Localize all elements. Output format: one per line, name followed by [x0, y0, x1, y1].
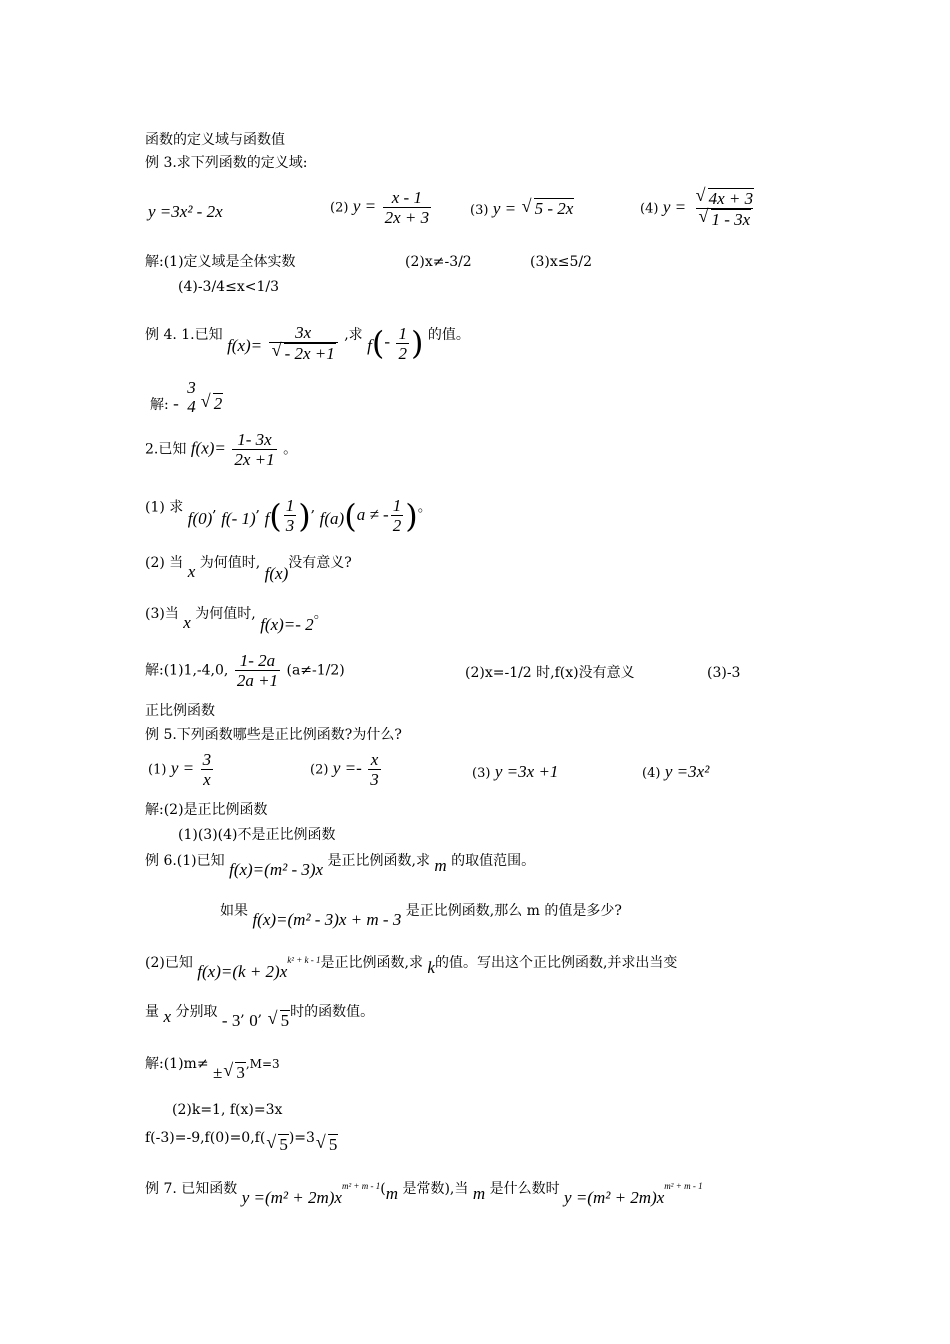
- ex6-p2-mid: 是正比例函数,求: [320, 955, 423, 971]
- ex4-q1-cond: a ≠ -: [356, 504, 389, 524]
- ex5-f1-fraction: [201, 750, 214, 789]
- ex6-sol3-radicand-2: 5: [328, 1135, 338, 1154]
- ex6-p1-m: m: [434, 856, 447, 875]
- ex7-mid3: 是什么数时: [489, 1181, 560, 1197]
- ex6-sol3-radicand: 5: [279, 1135, 288, 1154]
- ex5-formula-2: [310, 750, 383, 789]
- ex7-exp2: m² + m - 1: [664, 1181, 703, 1191]
- ex4-ask-end: 的值。: [427, 327, 470, 343]
- ex4-sol-sqrt: √ 2: [200, 391, 223, 413]
- section-title: 函数的定义域与函数值: [145, 132, 285, 148]
- ex4-q1-c-den: 3: [285, 516, 295, 535]
- ex3-solution-2: (2)x≠-3/2: [405, 254, 472, 270]
- ex4-part2-line: [145, 430, 297, 469]
- ex7-exp: m² + m - 1: [341, 1181, 381, 1191]
- ex4-sol-den: 4: [187, 397, 196, 416]
- ex4-q3-x: x: [183, 613, 191, 632]
- ex6-p2-end: 的值。写出这个正比例函数,并求出当变: [434, 955, 678, 971]
- ex3-f4-den: 1 - 3x: [711, 210, 751, 229]
- ex3-solution-3: (3)x≤5/2: [530, 254, 592, 270]
- ex3-f4-num: 4x + 3: [708, 189, 754, 208]
- ex4-sol-label: 解:: [150, 397, 169, 413]
- ex4-q1-cond-den: 2: [392, 516, 402, 535]
- ex4-q2-x: x: [187, 562, 196, 581]
- ex4-q1-b: f(- 1): [221, 508, 256, 528]
- ex6-sol3-sqrt-2: √ 5: [315, 1132, 338, 1154]
- ex3-solution-4: (4)-3/4≤x<1/3: [178, 279, 279, 295]
- ex6-p3-v1: - 3: [221, 1011, 241, 1030]
- ex6-p2-k: k: [427, 958, 435, 977]
- ex6-line-4: 量 x 分别取 - 3, 0, √ 5时的函数值。: [145, 1004, 375, 1030]
- section-2-title: 正比例函数: [145, 703, 215, 719]
- ex6-p2-exp: k² + k - 1: [287, 955, 321, 965]
- ex6-p1b-label: 如果: [220, 903, 248, 919]
- ex4-q1-cond-num: 1: [392, 496, 402, 515]
- ex4-ask-f: f: [367, 336, 372, 355]
- ex4-q3-label: (3)当: [145, 606, 179, 622]
- ex3-f4-fraction: √ 4x + 3 √ 1 - 3x: [695, 185, 754, 229]
- ex5-solution-2: (1)(3)(4)不是正比例函数: [178, 827, 336, 843]
- ex4-den: - 2x +1: [284, 344, 335, 363]
- ex6-line-1: [145, 850, 536, 879]
- ex5-f2-den: 3: [370, 770, 379, 789]
- ex5-solution-1: 解:(2)是正比例函数: [145, 802, 268, 818]
- ex5-f1-num: 3: [202, 750, 212, 769]
- ex4-prompt-line: 例 4. 1.已知 f(x)= 3x √ - 2x +1 ,求 f(- $\frac{1}{2}$ ) 的值。: [145, 323, 470, 363]
- ex6-p2-label: (2)已知: [145, 955, 193, 971]
- ex3-label-2: (2): [330, 200, 349, 216]
- ex6-sol3-a: f(-3)=-9,f(0)=0,f(: [145, 1130, 266, 1146]
- ex5-label-3: (3): [472, 766, 491, 781]
- ex5-f2-fraction: [368, 750, 381, 789]
- ex3-formula-3: [470, 198, 574, 221]
- ex7-f: y =(m² + 2m)x: [241, 1188, 342, 1207]
- ex5-label-1: (1): [148, 762, 167, 778]
- ex4-q1-c-fraction: [284, 496, 297, 535]
- ex4-p2-prompt: 2.已知: [145, 441, 187, 458]
- ex5-formula-4: [642, 762, 709, 784]
- ex6-p3-end: 时的函数值。: [290, 1004, 375, 1020]
- ex4-q1-d: f(a): [319, 508, 345, 528]
- ex4-q1-c-num: 1: [285, 496, 295, 515]
- ex4-q1-cond-fraction: [391, 496, 404, 535]
- ex7-f2: y =(m² + 2m)x: [564, 1188, 665, 1207]
- ex6-solution-3: [145, 1126, 338, 1154]
- ex6-sol-pm: ±: [213, 1063, 223, 1082]
- ex5-f2-num: x: [370, 750, 379, 769]
- ex4-ask-den: 2: [398, 343, 407, 363]
- ex4-q2-f: f(x): [264, 564, 289, 583]
- ex4-solution: [150, 378, 223, 416]
- ex4-sol2-d: (3)-3: [707, 665, 741, 681]
- ex3-formula-2: [330, 188, 433, 227]
- ex7-m2: m: [472, 1184, 486, 1203]
- ex6-p3-v2: 0: [249, 1011, 258, 1030]
- ex4-q2-mid: 为何值时,: [199, 555, 261, 571]
- ex4-ask: ,求: [344, 327, 363, 343]
- ex4-sol-radicand: 2: [213, 394, 223, 413]
- ex4-sol2-a: 解:(1)1,-4,0,: [145, 662, 229, 679]
- ex6-p2-f: f(x)=(k + 2)x: [197, 962, 288, 981]
- ex6-p1b-end: 是正比例函数,那么 m 的值是多少?: [405, 903, 622, 919]
- ex3-f2-fraction: [383, 188, 432, 227]
- ex4-q3-end: 。: [313, 606, 328, 622]
- ex4-ask-num: 1: [398, 323, 407, 343]
- ex4-f-lhs: f(x)=: [227, 336, 263, 355]
- ex5-label-2: (2): [310, 762, 329, 778]
- example-5-prompt: 例 5.下列函数哪些是正比例函数?为什么?: [145, 727, 402, 743]
- ex4-q2-line: [145, 552, 352, 583]
- ex6-p1-f: f(x)=(m² - 3)x: [229, 860, 324, 879]
- ex3-label-4: (4): [640, 201, 659, 217]
- ex6-p3-x: x: [163, 1007, 171, 1026]
- ex6-p3-radicand: 5: [280, 1011, 290, 1030]
- ex4-sol2-c: (2)x=-1/2 时,f(x)没有意义: [465, 665, 635, 681]
- ex5-formula-1: [148, 750, 215, 789]
- ex5-f2-lhs: y =-: [332, 758, 362, 778]
- ex4-p2-num: 1- 3x: [237, 430, 272, 449]
- ex6-p1-mid: 是正比例函数,求: [327, 853, 430, 869]
- ex6-p1-end: 的取值范围。: [451, 853, 536, 869]
- ex4-q1-line: (1) 求 f(0), f(- 1), f( $\frac{1}{3}$ ), f(a)(a ≠ - $\frac{1}{2}$ )。: [145, 496, 432, 535]
- ex7-line: [145, 1178, 703, 1207]
- ex3-f2-num: x - 1: [391, 188, 422, 207]
- ex4-q2-end: 没有意义?: [288, 555, 352, 571]
- ex6-p3-sqrt: √ 5: [267, 1008, 290, 1030]
- ex4-q2-label: (2) 当: [145, 555, 184, 571]
- ex6-sol-sqrt: √ 3: [223, 1060, 245, 1082]
- ex4-prompt: 例 4. 1.已知: [145, 327, 223, 343]
- ex4-q1-label: (1) 求: [145, 499, 184, 516]
- example-3-prompt: 例 3.求下列函数的定义域:: [145, 155, 308, 171]
- ex3-formula-1: y =3x² - 2x: [148, 202, 223, 221]
- ex4-ask-sign: -: [384, 332, 391, 351]
- ex6-p3-label: 量: [145, 1004, 159, 1020]
- ex4-q3-f: f(x)=- 2: [260, 615, 314, 634]
- ex3-formula-4: [640, 185, 758, 229]
- ex4-fraction: 3x √ - 2x +1: [269, 323, 338, 363]
- ex4-q3-mid: 为何值时,: [195, 606, 256, 622]
- ex5-label-4: (4): [642, 766, 661, 781]
- ex6-sol3-sqrt: √ 5: [266, 1132, 288, 1154]
- ex7-mid: (: [380, 1181, 386, 1197]
- ex6-p1-label: 例 6.(1)已知: [145, 853, 225, 869]
- ex6-sol3-b: )=3: [288, 1130, 315, 1146]
- ex3-f2-lhs: y =: [352, 196, 377, 216]
- ex5-f1-den: x: [203, 770, 211, 789]
- ex4-sol2-fraction: [235, 651, 280, 690]
- ex3-f3-radicand: 5 - 2x: [534, 199, 574, 218]
- ex7-mid2: 是常数),当: [402, 1181, 469, 1197]
- ex5-f1-lhs: y =: [170, 758, 195, 778]
- ex6-solution-1: [145, 1052, 280, 1082]
- ex4-sol2-num: 1- 2a: [239, 651, 276, 670]
- ex4-sol2-b: (a≠-1/2): [286, 662, 345, 679]
- ex3-f4-lhs: y =: [662, 197, 687, 217]
- ex3-solution-1: 解:(1)定义域是全体实数: [145, 254, 296, 270]
- ex6-line-2: [220, 900, 622, 929]
- ex4-q1-end: 。: [417, 499, 432, 516]
- ex3-label-3: (3): [470, 203, 489, 218]
- ex4-q3-line: [145, 603, 328, 634]
- ex7-m1: m: [385, 1184, 399, 1203]
- ex5-f4: y =3x²: [664, 762, 710, 781]
- ex4-sol-fraction: [185, 378, 198, 416]
- ex7-label: 例 7. 已知函数: [145, 1181, 238, 1197]
- ex4-p2-den: 2x +1: [234, 450, 275, 469]
- ex5-formula-3: [472, 762, 558, 784]
- ex4-num: 3x: [295, 323, 312, 342]
- ex6-sol-end: ,M=3: [245, 1057, 280, 1071]
- ex6-solution-2: (2)k=1, f(x)=3x: [172, 1102, 283, 1118]
- ex6-sol-radicand: 3: [236, 1063, 245, 1082]
- ex4-solution-2: [145, 651, 345, 690]
- ex4-ask-fraction: [396, 324, 409, 363]
- ex5-f3: y =3x +1: [494, 762, 559, 781]
- ex3-f2-den: 2x + 3: [384, 208, 430, 227]
- ex4-sol2-den: 2a +1: [236, 671, 279, 690]
- ex3-f3-sqrt: √ 5 - 2x: [521, 196, 574, 218]
- ex4-sol-sign: -: [173, 394, 179, 413]
- ex4-sol-num: 3: [187, 378, 196, 397]
- ex4-p2-end: 。: [283, 441, 298, 458]
- ex6-sol-label: 解:(1)m≠: [145, 1056, 209, 1072]
- ex4-q1-c-f: f: [264, 508, 270, 528]
- ex4-p2-fraction: [232, 430, 276, 469]
- ex3-f3-lhs: y =: [492, 199, 517, 218]
- ex6-p1b-f: f(x)=(m² - 3)x + m - 3: [252, 910, 402, 929]
- ex4-q1-a: f(0): [187, 508, 213, 528]
- ex4-p2-lhs: f(x)=: [190, 438, 226, 458]
- ex6-line-3: [145, 952, 678, 981]
- ex6-p3-mid: 分别取: [175, 1004, 218, 1020]
